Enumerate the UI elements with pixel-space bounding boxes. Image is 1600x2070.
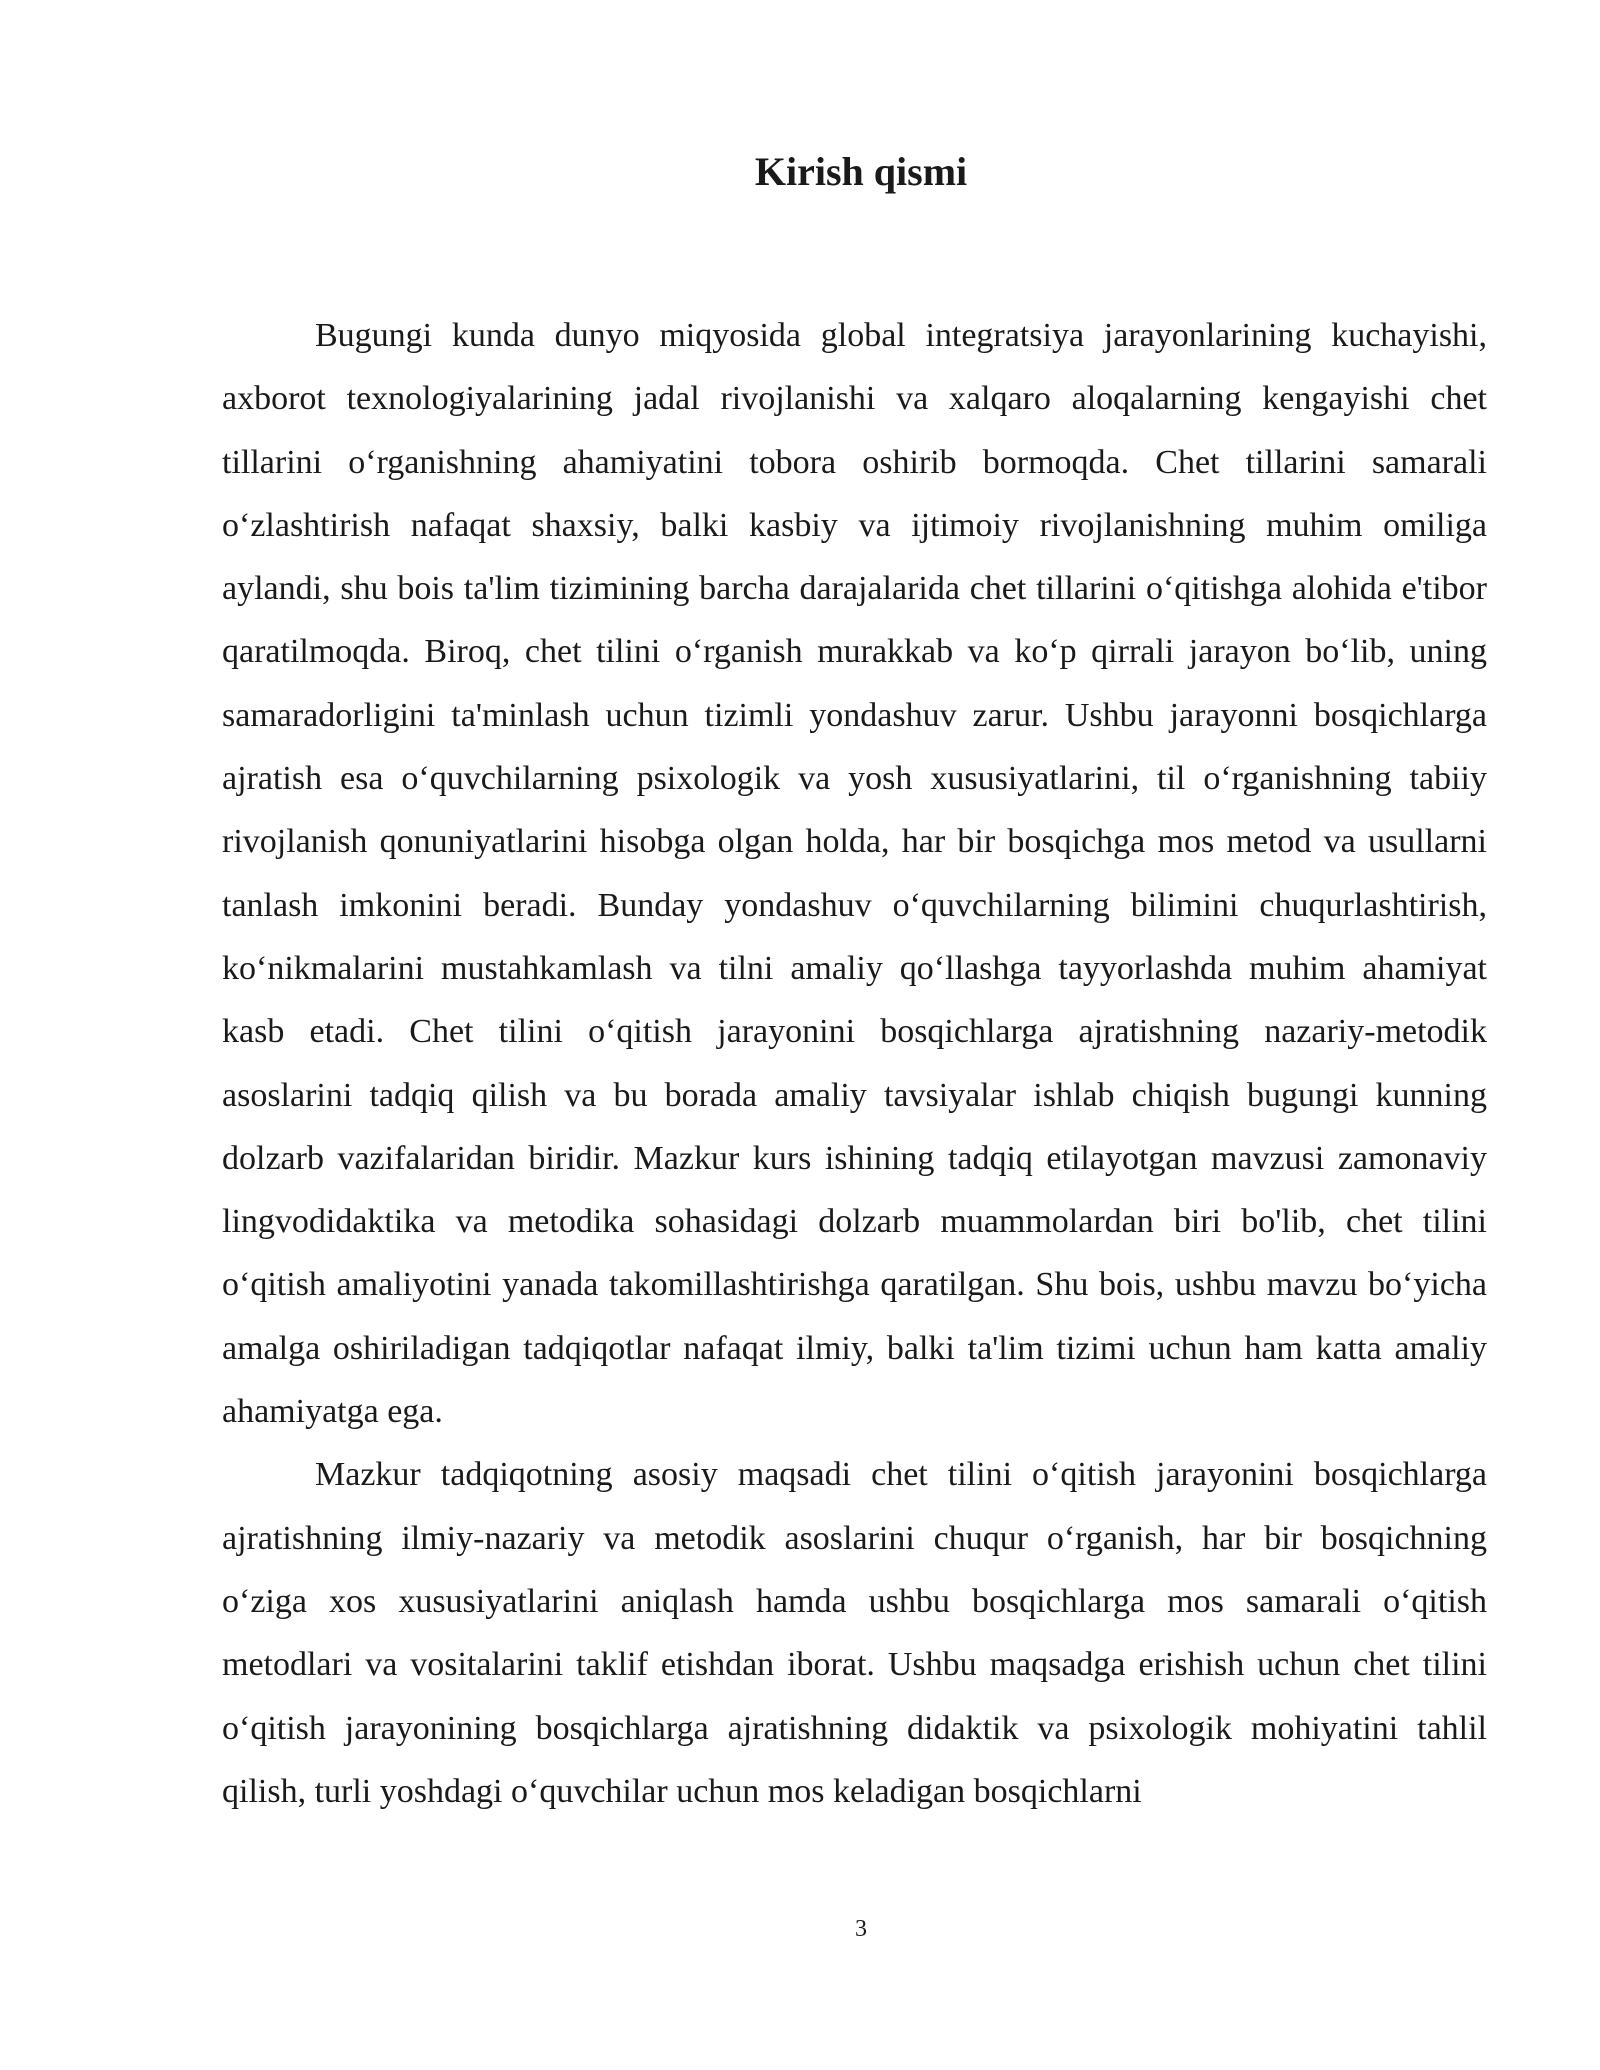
page-number: 3 [855,1916,867,1942]
paragraph-introduction: Bugungi kunda dunyo miqyosida global integratsiya jarayonlarining kuchayishi, axborot texnologiyalarining jadal rivojlanishi va xalqaro aloqalarning kengayishi chet tillarini oʻrganishning ahamiyatini tobora oshirib bormoqda. Chet tillarini samarali oʻzlashtirish nafaqat shaxsiy, balki kasbiy va ijtimoiy rivojlanishning muhim omiliga aylandi, shu bois ta'lim tizimining barcha darajalarida chet tillarini oʻqitishga alohida e'tibor qaratilmoqda. Biroq, chet tilini oʻrganish murakkab va koʻp qirrali jarayon boʻlib, uning samaradorligini ta'minlash uchun tizimli yondashuv zarur. Ushbu jarayonni bosqichlarga ajratish esa oʻquvchilarning psixologik va yosh xususiyatlarini, til oʻrganishning tabiiy rivojlanish qonuniyatlarini hisobga olgan holda, har bir bosqichga mos metod va usullarni tanlash imkonini beradi. Bunday yondashuv oʻquvchilarning bilimini chuqurlashtirish, koʻnikmalarini mustahkamlash va tilni amaliy qoʻllashga tayyorlashda muhim ahamiyat kasb etadi. Chet tilini oʻqitish jarayonini bosqichlarga ajratishning nazariy-metodik asoslarini tadqiq qilish va bu borada amaliy tavsiyalar ishlab chiqish bugungi kunning dolzarb vazifalaridan biridir. Mazkur kurs ishining tadqiq etilayotgan mavzusi zamonaviy lingvodidaktika va metodika sohasidagi dolzarb muammolardan biri bo'lib, chet tilini oʻqitish amaliyotini yanada takomillashtirishga qaratilgan. Shu bois, ushbu mavzu boʻyicha amalga oshiriladigan tadqiqotlar nafaqat ilmiy, balki ta'lim tizimi uchun ham katta amaliy ahamiyatga ega. [222,317,1487,1431]
paragraph-research-aim: Mazkur tadqiqotning asosiy maqsadi chet tilini oʻqitish jarayonini bosqichlarga ajratishning ilmiy-nazariy va metodik asoslarini chuqur oʻrganish, har bir bosqichning oʻziga xos xususiyatlarini aniqlash hamda ushbu bosqichlarga mos samarali oʻqitish metodlari va vositalarini taklif etishdan iborat. Ushbu maqsadga erishish uchun chet tilini oʻqitish jarayonining bosqichlarga ajratishning didaktik va psixologik mohiyatini tahlil qilish, turli yoshdagi oʻquvchilar uchun mos keladigan bosqichlarni [222,1456,1487,1810]
page-title: Kirish qismi [754,149,968,194]
body-text [222,304,1487,1823]
